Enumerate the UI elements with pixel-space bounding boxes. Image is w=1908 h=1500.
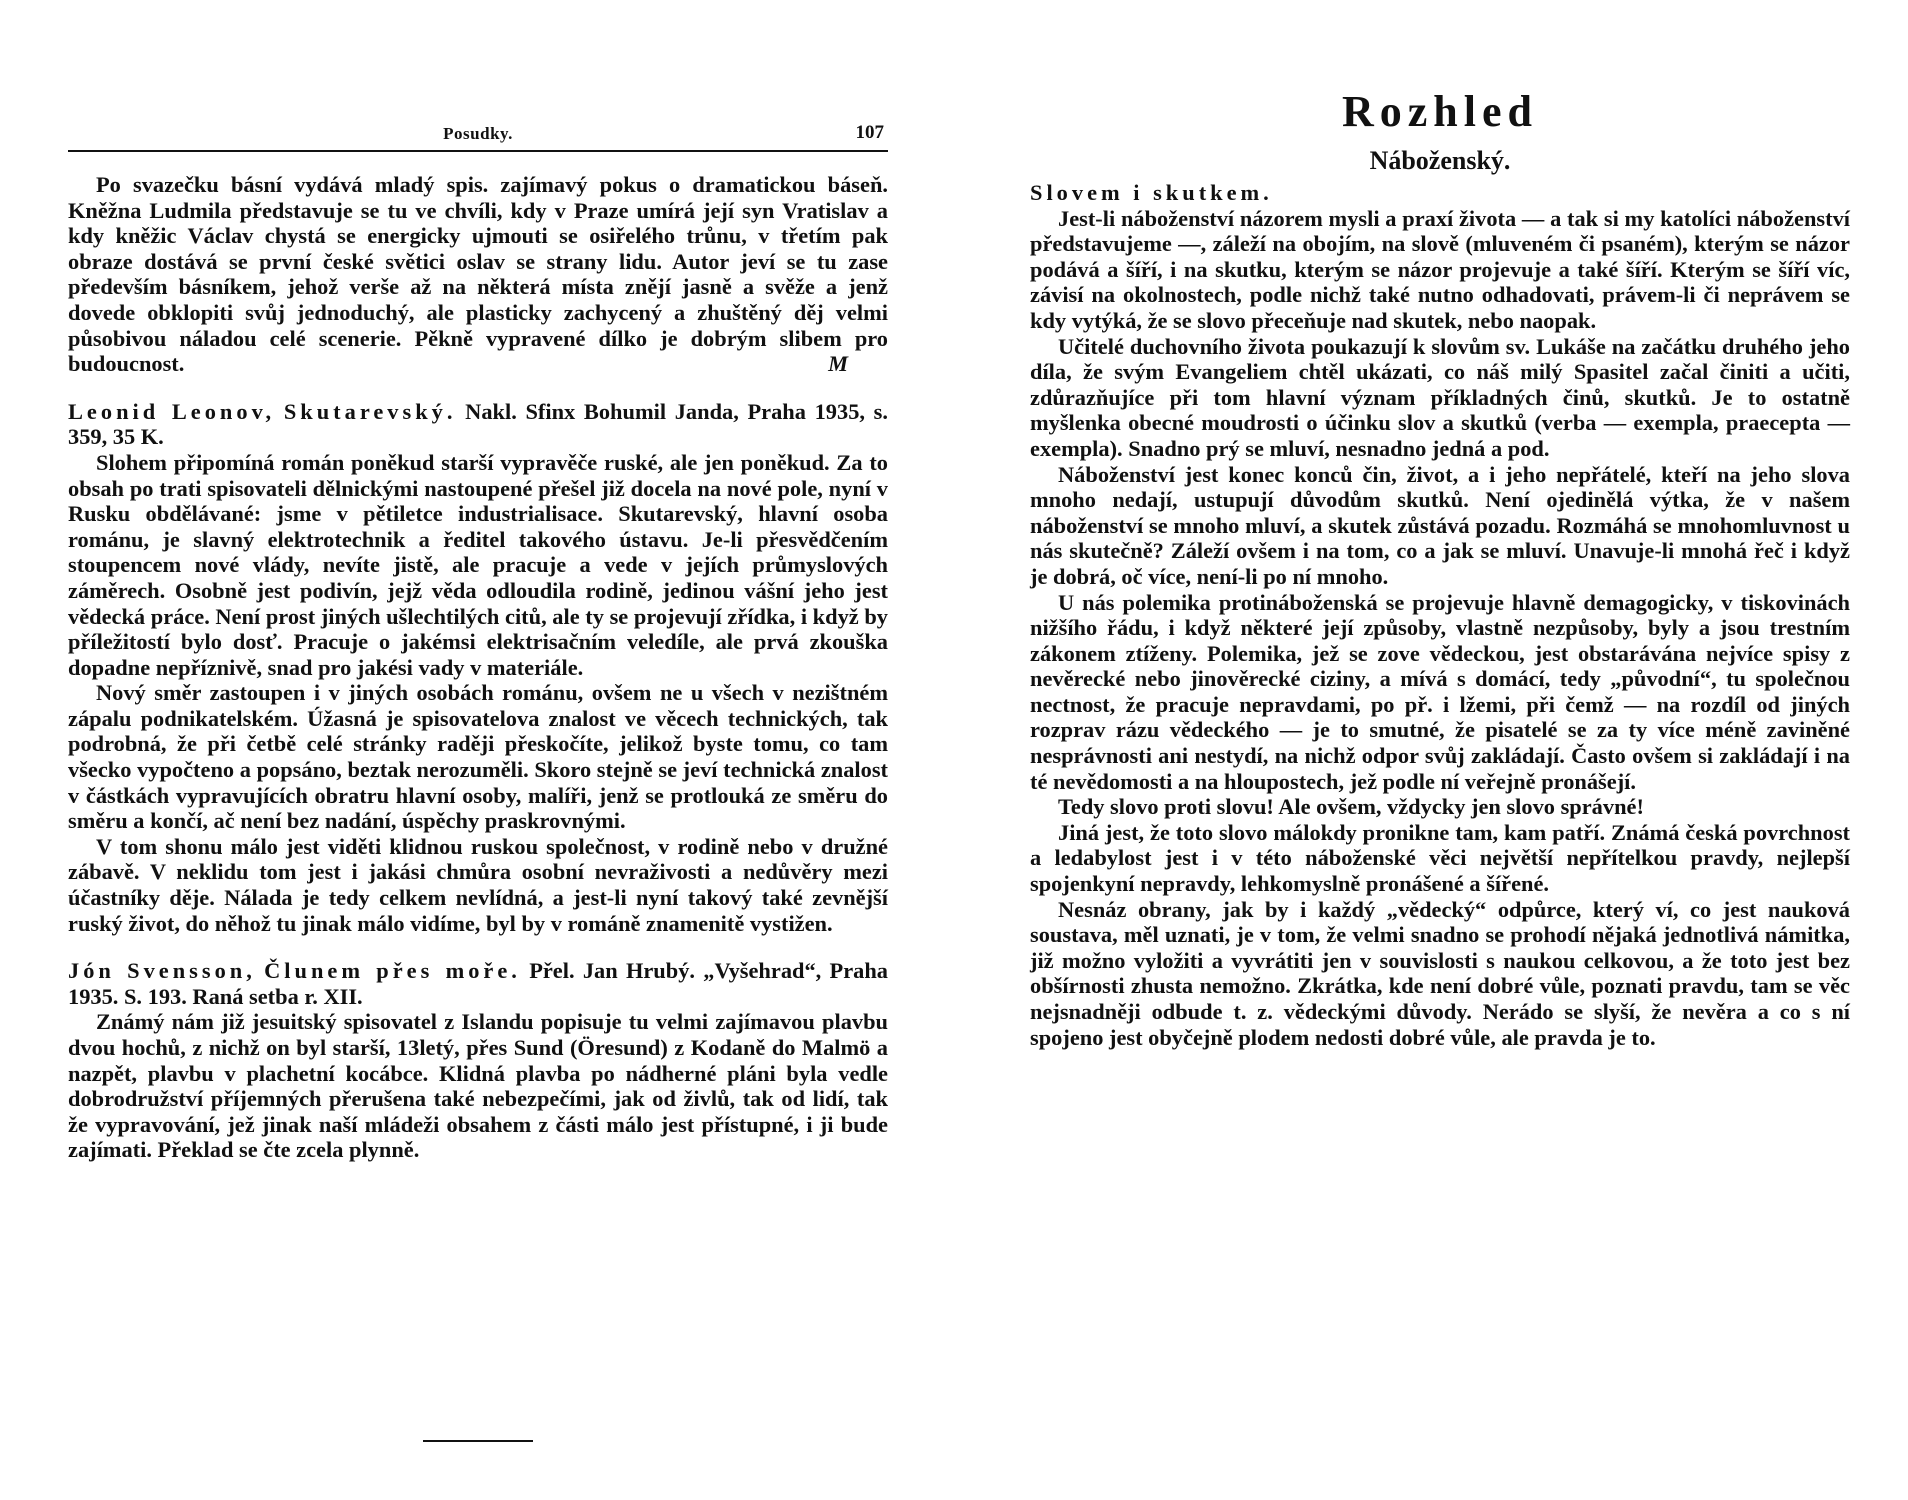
review-1-signature: M — [828, 351, 848, 377]
review-2-header — [68, 399, 888, 450]
article-paragraph: Jiná jest, že toto slovo málokdy pronikne tam, kam patří. Známá česká povrchnost a ledabylost jest i v této náboženské věci největší nepřítelkou pravdy, nejlepší spojenkyní nepravdy, lehkomyslně pronášené a šířené. — [1030, 819, 1850, 897]
article-paragraph: Jest-li náboženství názorem mysli a praxí života — a tak si my katolíci náboženství představujeme —, záleží na obojím, na slově (mluveném či psaném), kterým se názor podává a šíří, i na skutku, kterým se názor projevuje a také šíří. Kterým se šíří víc, závisí na okolnostech, podle nichž také nutno odhadovati, právem-li či neprávem se kdy vytýká, že se slovo přeceňuje nad skutek, nebo naopak. — [1030, 205, 1850, 333]
review-3-title: Člunem přes moře. — [264, 958, 521, 984]
review-1-text: Po svazečku básní vydává mladý spis. zajímavý pokus o dramatickou báseň. Kněžna Ludmila představuje se tu ve chvíli, kdy v Praze umírá její syn Vratislav a kdy kněžic Václav chystá se energicky ujmouti se osiřelého trůnu, v třetím pak obraze dostává se první české světici oslav se strany lidu. Autor jeví se tu zase především básníkem, jehož verše až na některá místa znějí jasně a svěže a jenž dovede obklopiti svůj jednoduchý, ale plasticky zachycený a zhuštěný děj velmi působivou náladou celé scenerie. Pěkně vypravené dílko je dobrým slibem pro budoucnost. — [68, 172, 888, 377]
right-page — [1030, 0, 1850, 1500]
review-3-header — [68, 958, 888, 1009]
review-2-paragraph: Slohem připomíná román poněkud starší vypravěče ruské, ale jen poněkud. Za to obsah po trati spisovateli dělnickými nastoupené přešel již docela na nové pole, nyní v Rusku obdělávané: jsme v pětiletce industrialisace. Skutarevský, hlavní osoba románu, je slavný elektrotechnik a ředitel takového ústavu. Je-li přesvědčením stoupencem nové vlády, nevíte jistě, ale pracuje a vede v jejích průmyslových záměrech. Osobně jest podivín, jejž věda odloudila rodině, jedinou vášní jeho jest vědecká práce. Není prost jiných ušlechtilých citů, ale ty se projevují zřídka, i když by příležitostí bylo dosť. Pracuje o jakémsi elektrisačním veledíle, ale prvá zkouška dopadne nepříznivě, snad pro jakési vady v materiále. — [68, 449, 888, 680]
article-paragraph: Učitelé duchovního života poukazují k slovům sv. Lukáše na začátku druhého jeho díla, že svým Evangeliem chtěl ukázati, co náš milý Spasitel začal činiti a učiti, zdůrazňujíce při tom hlavní význam příkladných činů, skutků. Je to ostatně myšlenka obecné moudrosti o účinku slov a skutků (verba — exempla, praecepta — exempla). Snadno prý se mluví, nesnadno jedná a pod. — [1030, 333, 1850, 461]
article-heading — [1030, 180, 1850, 206]
review-2-author: Leonid Leonov, — [68, 398, 276, 424]
article-paragraph: Nesnáz obrany, jak by i každý „vědecký“ odpůrce, který ví, co jest nauková soustava, měl uznati, je v tom, že velmi snadno se prohodí nějaká jednotlivá námitka, již možno vyložiti a vyvrátiti jen v souvislosti s naukou celkovou, a že toto jest bez obšírnosti zhusta nemožno. Zkrátka, kde není dobré vůle, poznati pravdu, tam se věc nejsnadněji odbude t. z. vědeckými důvody. Nerádo se slyší, že nevěra a co s ní spojeno jest obyčejně plodem nedosti dobré vůle, ale pravda je to. — [1030, 896, 1850, 1050]
running-head-title: Posudky. — [443, 124, 513, 143]
left-page — [68, 0, 888, 1500]
article-paragraph: Tedy slovo proti slovu! Ale ovšem, vždycky jen slovo správné! — [1058, 794, 1644, 820]
review-2-title: Skutarevský. — [283, 398, 457, 424]
article-paragraph: Náboženství jest konec konců čin, život, a i jeho nepřátelé, kteří na jeho slova mnoho nedají, ustupují důvodům skutků. Není ojedinělá výtka, že v našem náboženství se mnoho mluví, a skutek zůstává pozadu. Rozmáhá se mnohomluvnost u nás skutečně? Záleží ovšem i na tom, co a jak se mluví. Unavuje-li mnohá řeč i když je dobrá, oč více, není-li po ní mnoho. — [1030, 461, 1850, 589]
review-3-imprint: Přel. Jan Hrubý. „Vyšehrad“, Praha 1935. S. 193. Raná setba r. XII. — [68, 958, 888, 1009]
section-title: Rozhled — [1342, 87, 1538, 136]
review-3-author: Jón Svensson, — [68, 958, 256, 984]
section-subtitle: Náboženský. — [1369, 146, 1511, 175]
review-2-paragraph: Nový směr zastoupen i v jiných osobách románu, ovšem ne u všech v nezištném zápalu podnikatelském. Úžasná je spisovatelova znalost ve věcech technických, tak podrobná, že při četbě celé stránky raději přeskočíte, jelikož byste tomu, co tam všecko vypočteno a popsáno, beztak nerozuměli. Skoro stejně se jeví technická znalost v částkách vypravujících obratru hlavní osoby, malíři, jenž se protlouká ze směru do směru a končí, ač není bez nadání, úspěchy praskrovnými. — [68, 680, 888, 834]
article-paragraph: U nás polemika protináboženská se projevuje hlavně demagogicky, v tiskovinách nižšího řádu, i když některé její způsoby, vlastně nezpůsoby, byly a jsou trestním zákonem ztíženy. Polemika, jež se zove vědeckou, jest obstarávána nejvíce spisy z nevěrecké nebo jinověrecké ciziny, a mívá s domácí, tedy „původní“, tu společnou nectnost, že pracuje nepravdami, po př. i lžemi, při čemž — na rozdíl od jiných rozprav rázu vědeckého — je to smutné, že pisatelé se za ty více méně zaviněné nesprávnosti ani nestydí, na nichž odpor svůj zakládají. Často ovšem si zakládají i na té nevědomosti a na hloupostech, jež podle ní veřejně pronášejí. — [1030, 589, 1850, 794]
article-heading-text: Slovem i skutkem. — [1030, 180, 1273, 205]
running-head — [68, 118, 888, 152]
left-column — [68, 172, 888, 1163]
review-1-body — [68, 172, 888, 377]
review-3-paragraph: Známý nám již jesuitský spisovatel z Islandu popisuje tu velmi zajímavou plavbu dvou hochů, z nichž on byl starší, 13letý, přes Sund (Öresund) z Kodaně do Malmö a nazpět, plavbu v plachetní kocábce. Klidná plavba po nádherné pláni byla vedle dobrodružství příjemných přerušena také nebezpečími, jak od živlů, tak od lidí, tak že vypravování, jež jinak naší mládeži obsahem z části málo jest přístupné, i ji bude zajímati. Překlad se čte zcela plynně. — [68, 1009, 888, 1163]
right-column — [1030, 180, 1850, 1050]
end-rule — [423, 1440, 533, 1442]
page-number: 107 — [855, 122, 884, 143]
review-2-paragraph: V tom shonu málo jest viděti klidnou ruskou společnost, v rodině nebo v družné zábavě. V neklidu tom jest i jakási chmůra osobní nevraživosti a nedůvěry mezi účastníky děje. Nálada je tedy celkem nevlídná, a jest-li nyní takový také zevnější ruský život, do něhož tu jinak málo vidíme, byl by v románě znamenitě vystižen. — [68, 833, 888, 936]
review-2-imprint: Nakl. Sfinx Bohumil Janda, Praha 1935, s. 359, 35 K. — [68, 398, 888, 450]
